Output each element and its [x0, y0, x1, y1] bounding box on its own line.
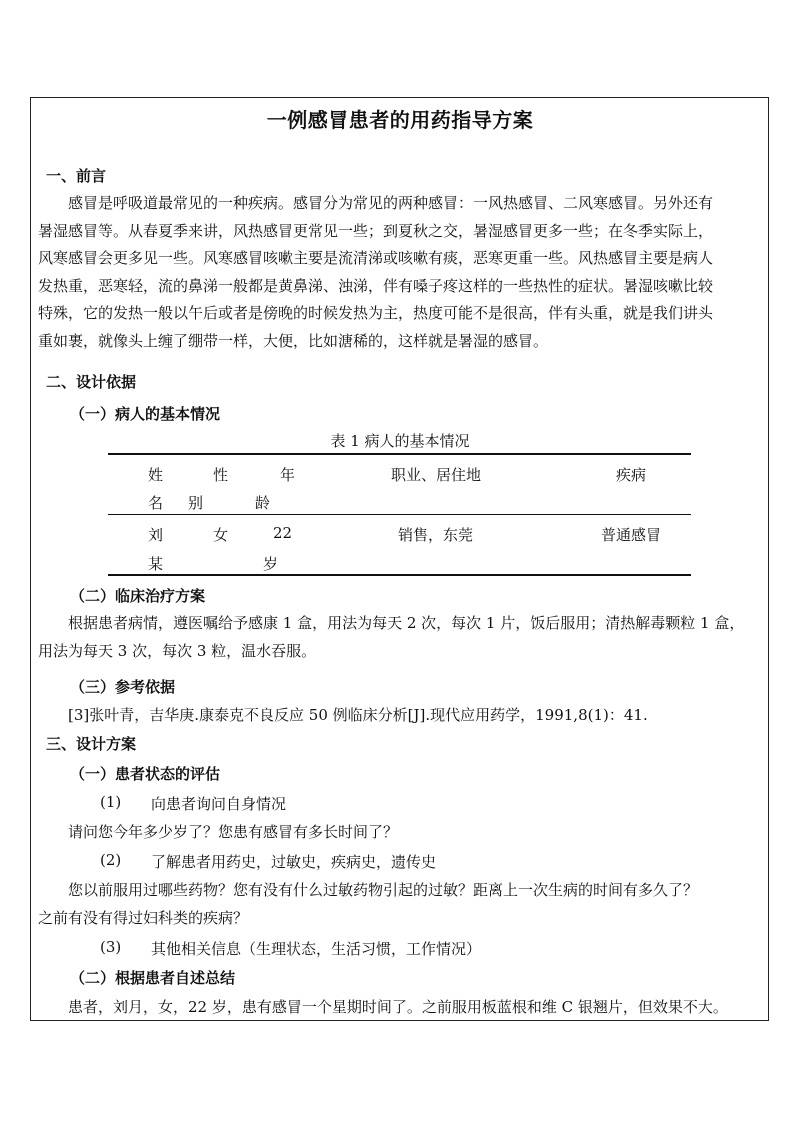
item3-number: (3) [100, 938, 122, 956]
row-job: 销售，东莞 [398, 526, 474, 544]
item1-question: 请问您今年多少岁了？您患有感冒有多长时间了？ [68, 823, 399, 841]
header-age-top: 年 [280, 466, 296, 484]
basis-subheading-2: （二）临床治疗方案 [70, 587, 206, 605]
intro-paragraph [38, 190, 766, 355]
item2-question-line: 之前有没有得过妇科类的疾病？ [38, 909, 249, 927]
row-age-bottom: 岁 [263, 555, 279, 573]
plan-subheading-1: （一）患者状态的评估 [70, 765, 221, 783]
row-name-top: 刘 [148, 526, 164, 544]
basis-subheading-3: （三）参考依据 [70, 678, 176, 696]
treatment-line: 用法为每天 3 次，每次 3 粒，温水吞服。 [38, 641, 317, 660]
row-sex: 女 [213, 526, 229, 544]
intro-line: 风寒感冒会更多见一些。风寒感冒咳嗽主要是流清涕或咳嗽有痰，恶寒更重一些。风热感冒主要是病人 [38, 249, 714, 267]
item1-text: 向患者询问自身情况 [151, 795, 287, 813]
item3-text: 其他相关信息（生理状态，生活习惯，工作情况） [151, 940, 482, 958]
row-age-top: 22 [273, 524, 293, 542]
reference-text: [3]张叶青，吉华庚.康泰克不良反应 50 例临床分析[J].现代应用药学，1991,8(1)：41. [68, 706, 648, 724]
item2-question-line: 您以前服用过哪些药物？您有没有什么过敏药物引起的过敏？距离上一次生病的时间有多久了？ [68, 881, 699, 899]
header-name-top: 姓 [148, 466, 164, 484]
basis-heading: 二、设计依据 [46, 373, 137, 391]
row-name-bottom: 某 [148, 555, 164, 573]
summary-text: 患者，刘月，女，22 岁，患有感冒一个星期时间了。之前服用板蓝根和维 C 银翘片，但效果不大。 [68, 998, 728, 1016]
plan-heading: 三、设计方案 [46, 735, 137, 753]
intro-line: 感冒是呼吸道最常见的一种疾病。感冒分为常见的两种感冒：一风热感冒、二风寒感冒。另外还有 [68, 194, 714, 212]
header-age-bottom: 龄 [255, 494, 271, 512]
header-name-bottom: 名 [148, 494, 164, 512]
intro-line: 特殊，它的发热一般以午后或者是傍晚的时候发热为主，热度可能不是很高，伴有头重，就是我们讲头 [38, 304, 714, 322]
header-sex-top: 性 [213, 466, 229, 484]
header-job: 职业、居住地 [391, 466, 482, 484]
intro-line: 暑湿感冒等。从春夏季来讲，风热感冒更常见一些；到夏秋之交，暑湿感冒更多一些；在冬季实际上， [38, 221, 714, 240]
intro-heading: 一、前言 [46, 167, 107, 185]
table-caption: 表 1 病人的基本情况 [330, 432, 470, 450]
treatment-paragraph [38, 610, 766, 665]
plan-subheading-2: （二）根据患者自述总结 [70, 969, 236, 987]
document-title: 一例感冒患者的用药指导方案 [266, 108, 534, 132]
header-disease: 疾病 [616, 466, 647, 484]
item2-number: (2) [100, 851, 122, 869]
table-bottom-rule [108, 574, 691, 576]
intro-line: 发热重，恶寒轻，流的鼻涕一般都是黄鼻涕、浊涕，伴有嗓子疼这样的一些热性的症状。暑湿咳嗽比较 [38, 276, 714, 295]
basis-subheading-1: （一）病人的基本情况 [70, 405, 221, 423]
item1-number: (1) [100, 793, 122, 811]
item2-text: 了解患者用药史，过敏史，疾病史，遗传史 [151, 853, 437, 871]
intro-line: 重如裹，就像头上缠了绷带一样，大便，比如溏稀的，这样就是暑湿的感冒。 [38, 331, 549, 350]
treatment-line: 根据患者病情，遵医嘱给予感康 1 盒，用法为每天 2 次，每次 1 片，饭后服用；清热解毒颗粒 1 盒， [68, 614, 745, 632]
table-top-rule [108, 453, 691, 455]
row-disease: 普通感冒 [601, 526, 662, 544]
header-sex-bottom: 别 [188, 494, 204, 512]
table-header-rule [108, 514, 691, 515]
